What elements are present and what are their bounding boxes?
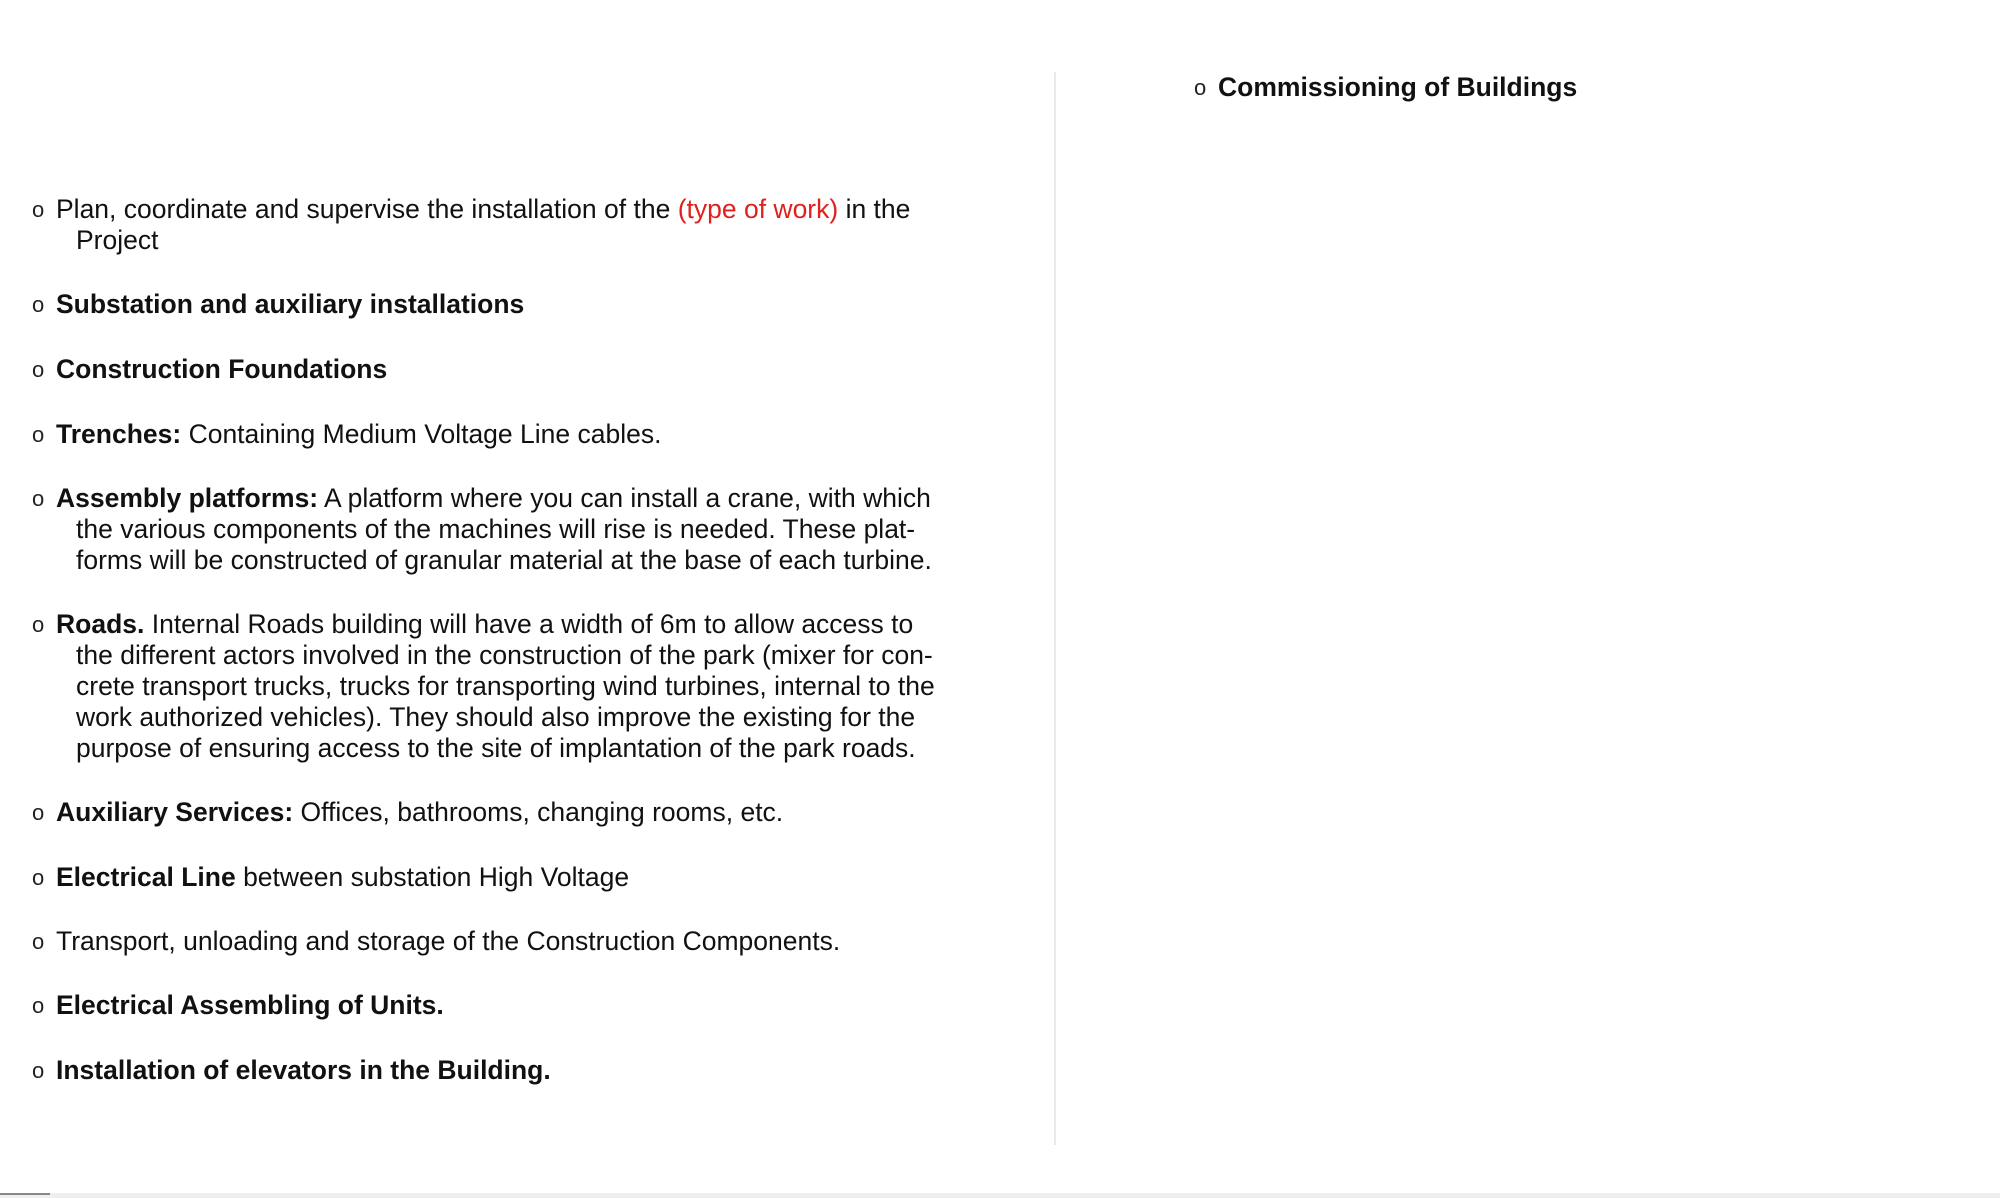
item-text: Transport, unloading and storage of the Construction Components. [56, 926, 841, 956]
bullet-icon: o [1194, 75, 1207, 100]
list-item-foundations [32, 354, 935, 385]
item-text: Offices, bathrooms, changing rooms, etc. [293, 797, 784, 827]
list-item-plan [32, 194, 935, 256]
bullet-icon: o [32, 800, 45, 825]
item-title: Roads. [56, 609, 145, 639]
bullet-icon: o [32, 993, 45, 1018]
bullet-icon: o [32, 292, 45, 317]
item-continuation: work authorized vehicles). They should also improve the existing for the [76, 702, 916, 732]
bullet-icon: o [32, 865, 45, 890]
list-item-assembly-platforms [32, 483, 935, 576]
page-footer-bar [0, 1193, 2000, 1198]
list-item-elevators [32, 1055, 935, 1086]
item-title: Installation of elevators in the Building. [56, 1055, 551, 1085]
list-item-auxiliary-services [32, 797, 935, 828]
item-title: Commissioning of Buildings [1218, 72, 1578, 102]
bullet-icon: o [32, 486, 45, 511]
list-item-trenches [32, 419, 935, 450]
bullet-icon: o [32, 422, 45, 447]
item-continuation: Project [76, 225, 159, 255]
left-column [32, 194, 935, 1086]
bullet-icon: o [32, 612, 45, 637]
bullet-icon: o [32, 357, 45, 382]
bullet-icon: o [32, 1058, 45, 1083]
item-text: A platform where you can install a crane, with which [318, 483, 931, 513]
list-item-electrical-line [32, 862, 935, 893]
item-text: in the [838, 194, 911, 224]
item-title: Electrical Line [56, 862, 236, 892]
item-continuation: purpose of ensuring access to the site of implantation of the park roads. [76, 733, 916, 763]
type-of-work-placeholder: (type of work) [677, 194, 839, 224]
item-title: Assembly platforms: [56, 483, 319, 513]
item-text: Containing Medium Voltage Line cables. [181, 419, 662, 449]
item-title: Construction Foundations [56, 354, 388, 384]
item-continuation: the various components of the machines will rise is needed. These plat- [76, 514, 916, 544]
bullet-icon: o [32, 929, 45, 954]
right-column [1194, 72, 1577, 103]
item-continuation: the different actors involved in the construction of the park (mixer for con- [76, 640, 933, 670]
item-text: between substation High Voltage [235, 862, 630, 892]
page-footer-marker [0, 1193, 50, 1195]
list-item-roads [32, 609, 935, 764]
list-item-commissioning [1194, 72, 1577, 103]
list-item-electrical-assembling [32, 990, 935, 1021]
list-item-transport [32, 926, 935, 957]
item-title: Trenches: [56, 419, 182, 449]
column-divider [1054, 72, 1056, 1145]
item-title: Auxiliary Services: [56, 797, 294, 827]
item-text: Plan, coordinate and supervise the installation of the [56, 194, 678, 224]
list-item-substation [32, 289, 935, 320]
item-title: Substation and auxiliary installations [56, 289, 525, 319]
item-continuation: crete transport trucks, trucks for transporting wind turbines, internal to the [76, 671, 935, 701]
item-continuation: forms will be constructed of granular material at the base of each turbine. [76, 545, 932, 575]
item-title: Electrical Assembling of Units. [56, 990, 444, 1020]
bullet-icon: o [32, 197, 45, 222]
item-text: Internal Roads building will have a width of 6m to allow access to [144, 609, 914, 639]
